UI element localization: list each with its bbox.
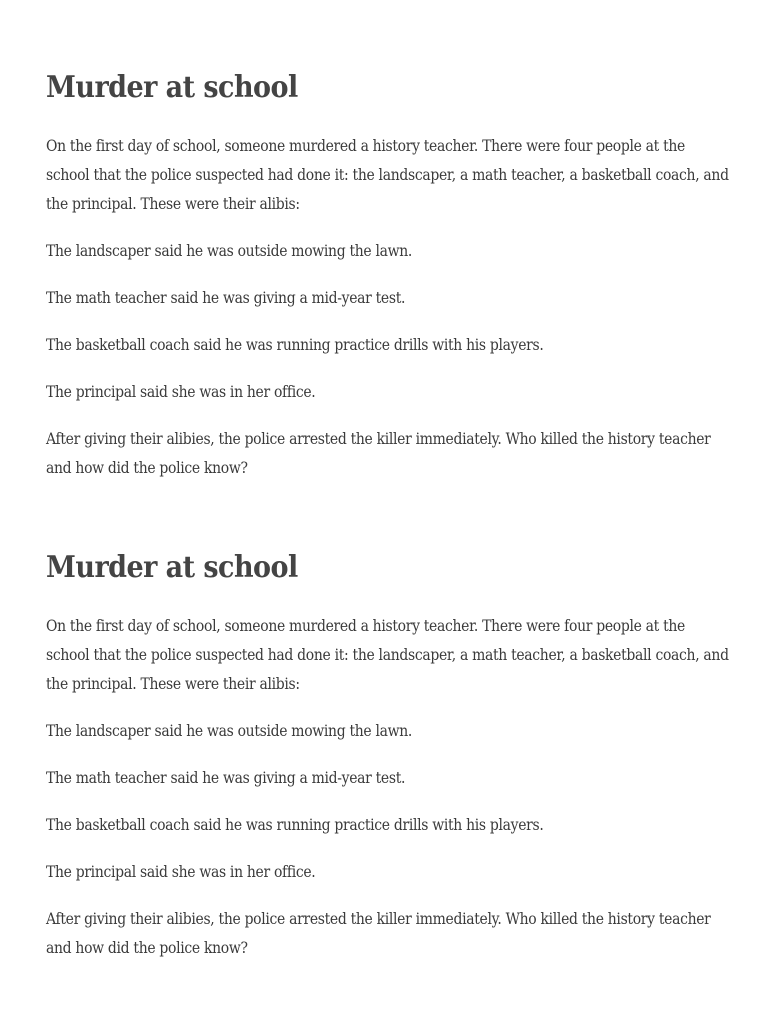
basketball-coach-alibi: The basketball coach said he was running practice drills with his players. [46,816,544,834]
intro-paragraph: On the first day of school, someone murdered a history teacher. There were four people at the school that the police suspected had done it: the landscaper, a math teacher, a basketball coach, and the principal. These were their alibis: [46,617,729,693]
basketball-coach-alibi: The basketball coach said he was running practice drills with his players. [46,336,544,354]
article-body [46,612,736,963]
article-body [46,132,736,483]
article-section [46,548,736,963]
intro-paragraph: On the first day of school, someone murdered a history teacher. There were four people at the school that the police suspected had done it: the landscaper, a math teacher, a basketball coach, and the principal. These were their alibis: [46,137,729,213]
article-title: Murder at school [46,550,298,585]
article-section [46,68,736,483]
math-teacher-alibi: The math teacher said he was giving a mid-year test. [46,769,406,787]
landscaper-alibi: The landscaper said he was outside mowing the lawn. [46,722,413,740]
principal-alibi: The principal said she was in her office. [46,383,316,401]
landscaper-alibi: The landscaper said he was outside mowing the lawn. [46,242,413,260]
principal-alibi: The principal said she was in her office. [46,863,316,881]
article-title: Murder at school [46,70,298,105]
question-paragraph: After giving their alibies, the police arrested the killer immediately. Who killed the history teacher and how did the police know? [46,430,711,477]
math-teacher-alibi: The math teacher said he was giving a mid-year test. [46,289,406,307]
question-paragraph: After giving their alibies, the police arrested the killer immediately. Who killed the history teacher and how did the police know? [46,910,711,957]
